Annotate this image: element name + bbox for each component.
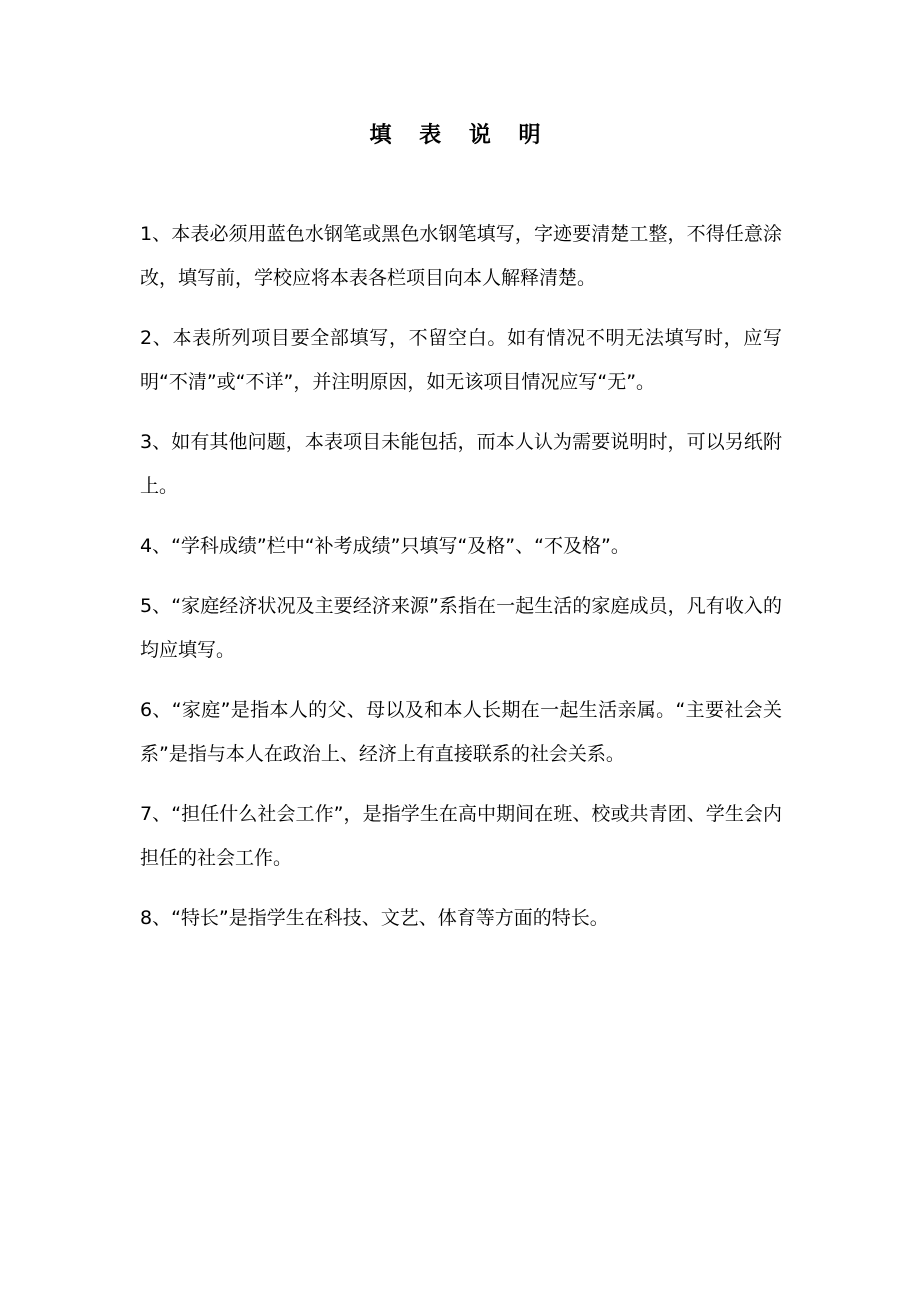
instruction-list (140, 212, 782, 956)
instruction-item-5: 5、“家庭经济状况及主要经济来源”系指在一起生活的家庭成员，凡有收入的均应填写。 (140, 595, 782, 661)
instruction-item-3: 3、如有其他问题，本表项目未能包括，而本人认为需要说明时，可以另纸附上。 (140, 431, 782, 497)
instruction-item-4: 4、“学科成绩”栏中“补考成绩”只填写“及格”、“不及格”。 (140, 535, 630, 557)
instruction-item-7: 7、“担任什么社会工作”，是指学生在高中期间在班、校或共青团、学生会内担任的社会工作。 (140, 803, 782, 869)
instruction-item-8: 8、“特长”是指学生在科技、文艺、体育等方面的特长。 (140, 907, 609, 929)
instruction-item-2: 2、本表所列项目要全部填写，不留空白。如有情况不明无法填写时，应写明“不清”或“不详”，并注明原因，如无该项目情况应写“无”。 (140, 327, 782, 393)
page-title: 填 表 说 明 (369, 123, 551, 148)
instruction-item-1: 1、本表必须用蓝色水钢笔或黑色水钢笔填写，字迹要清楚工整，不得任意涂改，填写前，学校应将本表各栏项目向本人解释清楚。 (140, 223, 782, 289)
instruction-item-6: 6、“家庭”是指本人的父、母以及和本人长期在一起生活亲属。“主要社会关系”是指与本人在政治上、经济上有直接联系的社会关系。 (140, 699, 782, 765)
